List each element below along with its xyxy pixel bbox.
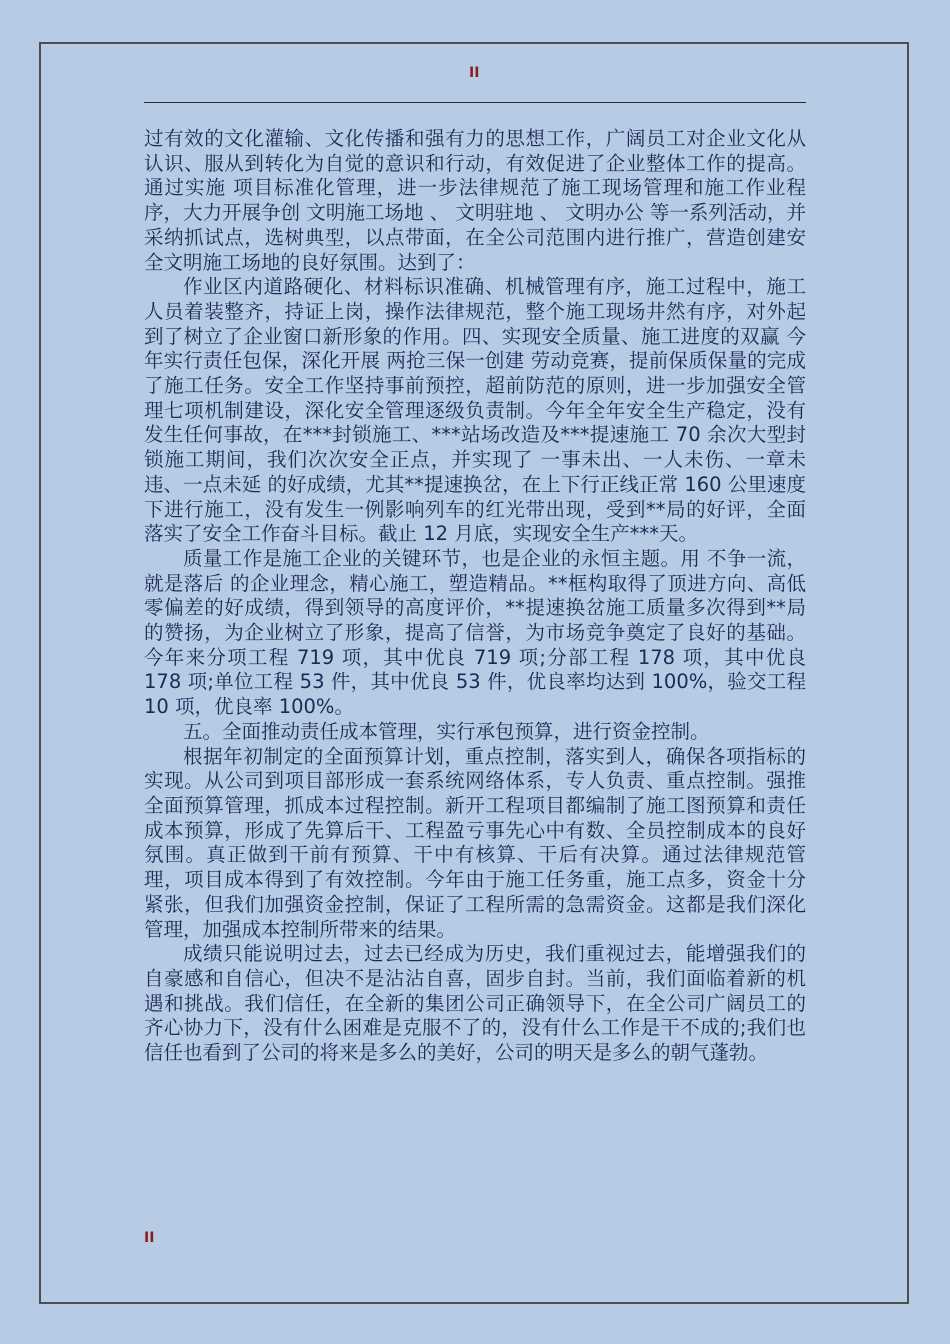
footer-mark: II [144,1230,155,1246]
paragraph: 作业区内道路硬化、材料标识准确、机械管理有序，施工过程中，施工人员着装整齐，持证上岗，操作法律规范，整个施工现场井然有序，对外起到了树立了企业窗口新形象的作用。四、实现安全质量、施工进度的双赢 今年实行责任包保，深化开展 两抢三保一创建 劳动竞赛，提前保质保量的完成了施工任务。安全工作坚持事前预控，超前防范的原则，进一步加强安全管理七项机制建设，深化安全管理逐级负责制。今年全年安全生产稳定，没有发生任何事故，在***封锁施工、***站场改造及***提速施工 70 余次大型封锁施工期间，我们次次安全正点，并实现了 一事未出、一人未伤、一章未违、一点未延 的好成绩，尤其**提速换岔，在上下行正线正常 160 公里速度下进行施工，没有发生一例影响列车的红光带出现，受到**局的好评，全面落实了安全工作奋斗目标。截止 12 月底，实现安全生产***天。 [144,275,806,546]
paragraph: 成绩只能说明过去，过去已经成为历史，我们重视过去，能增强我们的自豪感和自信心，但决不是沾沾自喜，固步自封。当前，我们面临着新的机遇和挑战。我们信任，在全新的集团公司正确领导下，在全公司广阔员工的齐心协力下，没有什么困难是克服不了的，没有什么工作是干不成的;我们也信任也看到了公司的将来是多么的美好，公司的明天是多么的朝气蓬勃。 [144,942,806,1065]
paragraph: 过有效的文化灌输、文化传播和强有力的思想工作，广阔员工对企业文化从认识、服从到转化为自觉的意识和行动，有效促进了企业整体工作的提高。通过实施 项目标准化管理，进一步法律规范了施工现场管理和施工作业程序，大力开展争创 文明施工场地 、 文明驻地 、 文明办公 等一系列活动，并采纳抓试点，选树典型，以点带面，在全公司范围内进行推广，营造创建安全文明施工场地的良好氛围。达到了： [144,127,806,274]
header-rule [144,102,806,103]
section-heading: 五。全面推动责任成本管理，实行承包预算，进行资金控制。 [183,719,710,743]
paragraph: 根据年初制定的全面预算计划，重点控制，落实到人，确保各项指标的实现。从公司到项目部形成一套系统网络体系，专人负责、重点控制。强推全面预算管理，抓成本过程控制。新开工程项目都编制了施工图预算和责任成本预算，形成了先算后干、工程盈亏事先心中有数、全员控制成本的良好氛围。真正做到干前有预算、干中有核算、干后有决算。通过法律规范管理，项目成本得到了有效控制。今年由于施工任务重，施工点多，资金十分紧张，但我们加强资金控制，保证了工程所需的急需资金。这都是我们深化管理，加强成本控制所带来的结果。 [144,744,806,941]
header-mark: II [469,65,480,81]
paragraph: 质量工作是施工企业的关键环节，也是企业的永恒主题。用 不争一流，就是落后 的企业理念，精心施工，塑造精品。**框构取得了顶进方向、高低零偏差的好成绩，得到领导的高度评价，**提速换岔施工质量多次得到**局的赞扬，为企业树立了形象，提高了信誉，为市场竞争奠定了良好的基础。今年来分项工程 719 项，其中优良 719 项;分部工程 178 项，其中优良 178 项;单位工程 53 件，其中优良 53 件，优良率均达到 100%，验交工程 10 项，优良率 100%。 [144,546,806,719]
document-body [144,127,806,1066]
